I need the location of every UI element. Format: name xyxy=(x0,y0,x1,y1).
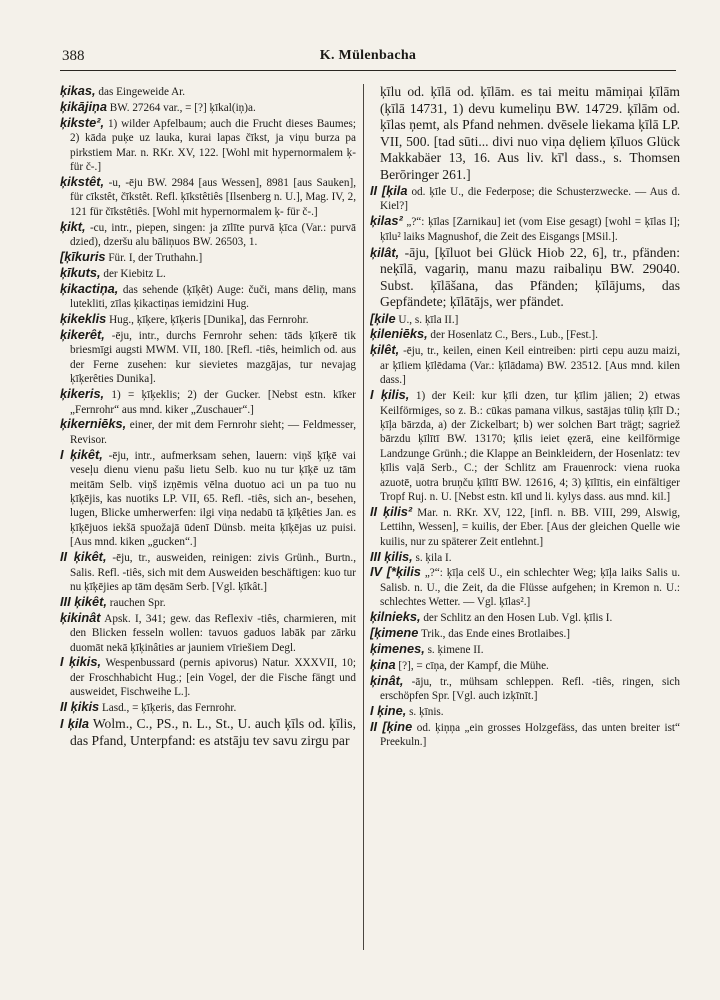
entry-text: Lasd., = ķīķeris, das Fernrohr. xyxy=(101,702,237,715)
dictionary-entry xyxy=(60,282,356,312)
entry-text: ķīlu od. ķīlā od. ķīlām. es tai meitu māmiņai ķīlām (ķīlā 14731, 1) devu kumeliņu BW. 14729. ķīlām od. ķīlas ņemt, als Pfand nehmen. dvēsele liekama ķīlā LP. VII, 500. [tad sūti... divi nuo viņa dęliem ķīluos Glück Makkabäer 13, 16. Aus liv. kī'l dass., s. Thomsen Berōringer 261.] xyxy=(380,84,680,182)
dictionary-entry xyxy=(370,565,680,609)
dictionary-entry xyxy=(60,328,356,387)
page-number: 388 xyxy=(62,48,85,64)
dictionary-entry xyxy=(370,184,680,214)
dictionary-entry xyxy=(370,327,680,342)
entry-headword: ķikt, xyxy=(60,218,86,234)
entry-text: Mar. n. RKr. XV, 122, [infl. n. BB. VIII, 299, Alswig, Lettihn, Wessen], = kuilis, der Eber. [Aus der gleichen Quelle wie kuilis, nur zu späterer Zeit entlehnt.] xyxy=(380,506,680,548)
entry-text: od. ķīle U., die Federpose; die Schusterzwecke. — Aus d. Kiel?] xyxy=(380,186,680,213)
entry-headword: IV [*ķilis xyxy=(370,564,421,580)
entry-headword: ķikājiņa xyxy=(60,98,107,114)
entry-text: -ēju, intr., aufmerksam sehen, lauern: viņš ķīķē vai veseļu dienu vienu pašu lietu Selb. kuo nu tur ķīķē uz tām meitām Selb. viņš izņēmis vēlna duotuo aci un pa tuo nu ķīķējis, kas nuotiks LP. VII, 65. Refl. -tiês, sich an-, besehen, lugen, Blicke umherwerfen: ilgi viņa nedabū tā ķīķêties Jan. es ķīķējuos iekšā spuožajā ūdenī Dünsb. meita ķīķējas uz puisi. [Aus mnd. kiken „gucken“.] xyxy=(70,449,356,549)
dictionary-entry xyxy=(60,655,356,699)
entry-text: Trik., das Ende eines Brotlaibes.] xyxy=(420,628,571,641)
dictionary-entry xyxy=(60,611,356,655)
entry-text: einer, der mit dem Fernrohr sieht; — Feldmesser, Revisor. xyxy=(70,419,356,446)
dictionary-entry xyxy=(370,626,680,641)
entry-text: Für. I, der Truthahn.] xyxy=(108,251,203,264)
entry-text: 1) der Keil: kur ķīli dzen, tur ķīlim jālien; 2) etwas Keilförmiges, so z. B.: cūkas pamana vilkus, sastājas tūliņ ķīlī D.; ķīļa bārzda, a) der Zickelbart; b) wer solchen Bart trägt; sagriež bārzdu ķīlītī BW. 13170; ķīlis ieiet ęzerā, eine keilförmige Landzunge Grünh.; die Klappe an Beinkleidern, der Hosenlatz: tev ķīlis vaļā Serb., C.; der Schlitz am Frauenrock: viena ruoka azuotē, uotra bruņču ķīlītī BW. 12616, 4; 3) ķīlītis, ein einfältiger Tropf Ruj. n. U. [Nebst estn. kīl und li. kylys dass. aus mnd. kil.] xyxy=(380,390,680,503)
dictionary-entry xyxy=(370,674,680,704)
entry-text: rauchen Spr. xyxy=(109,596,166,609)
entry-headword: ķikste², xyxy=(60,114,105,130)
entry-text: das sehende (ķīķêt) Auge: čuči, mans dēliņ, mans lutekliti, zīlas ķikactiņas iemidzini Hug. xyxy=(70,283,356,311)
dictionary-entry xyxy=(370,505,680,549)
entry-headword: I ķila xyxy=(60,716,90,732)
entry-headword: ķinât, xyxy=(370,672,404,688)
entry-text: Apsk. I, 341; gew. das Reflexiv -tiês, charmieren, mit den Blicken fesseln wollen: tavuos gaduos labāk par zārku duomāt nekā ķīķinâties ar jauniem vīriešiem Degl. xyxy=(70,612,356,654)
entry-text: BW. 27264 var., = [?] ķīkal(iņ)a. xyxy=(109,101,256,114)
entry-headword: ķikerniēks, xyxy=(60,416,127,432)
entry-headword: ķīkuts, xyxy=(60,264,101,280)
dictionary-entry xyxy=(60,266,356,281)
dictionary-entry xyxy=(370,388,680,504)
entry-headword: III ķikêt, xyxy=(60,593,107,609)
dictionary-entry xyxy=(60,175,356,219)
dictionary-entry xyxy=(60,387,356,417)
entry-headword: ķileniēks, xyxy=(370,326,428,342)
dictionary-entry xyxy=(370,312,680,327)
entry-text: „?“: ķīļa celš U., ein schlechter Weg; ķīļa laiks Salis u. Salisb. n. U., die Zeit, da die Flüsse aufgehen; in Kremon n. U.: schlechtes Wetter. — Vgl. ķīlas².] xyxy=(380,567,680,609)
right-column xyxy=(370,84,680,984)
dictionary-entry xyxy=(370,214,680,244)
dictionary-entry xyxy=(370,245,680,311)
entry-text: -āju, tr., mühsam schleppen. Refl. -tiês, ringen, sich erschöpfen Spr. [Vgl. auch izķīnīt.] xyxy=(380,675,680,703)
dictionary-entry xyxy=(60,595,356,610)
entry-text: der Schlitz an den Hosen Lub. Vgl. ķīlis I. xyxy=(423,612,613,625)
column-divider xyxy=(363,84,364,950)
entry-headword: II ķilis² xyxy=(370,503,413,519)
entry-headword: I ķikis, xyxy=(60,654,102,670)
entry-text: -u, -ēju BW. 2984 [aus Wessen], 8981 [aus Sauken], für cīkstêt, čīkstêt. Refl. ķīkstêtiês [Ilsenberg n. U.], Mag. IV, 2, 121 für čīkstêtiês. [Wohl mit hypernormalem ķ- für č-.] xyxy=(70,176,356,218)
dictionary-entry xyxy=(60,100,356,115)
dictionary-entry xyxy=(370,658,680,673)
dictionary-entry xyxy=(60,550,356,594)
entry-headword: I ķilis, xyxy=(370,387,410,403)
entry-headword: ķikas, xyxy=(60,84,96,98)
dictionary-entry xyxy=(60,250,356,265)
dictionary-entry xyxy=(60,417,356,447)
entry-text: -cu, intr., piepen, singen: ja zīlīte purvā ķīca (Var.: purvā dzied), dzeršu alu bāliņuos BW. 26503, 1. xyxy=(70,221,356,249)
left-column xyxy=(60,84,356,984)
entry-headword: ķikinât xyxy=(60,609,101,625)
entry-headword: ķimenes, xyxy=(370,641,425,656)
entry-headword: II [ķila xyxy=(370,183,408,199)
dictionary-entry xyxy=(60,116,356,175)
entry-text: das Eingeweide Ar. xyxy=(98,86,186,98)
entry-headword: ķilnieks, xyxy=(370,609,421,625)
entry-headword: ķilât, xyxy=(370,244,400,260)
entry-headword: I ķine, xyxy=(370,703,407,719)
entry-text: Wolm., C., PS., n. L., St., U. auch ķīls od. ķīlis, das Pfand, Unterpfand: es atstāju tev savu zirgu par xyxy=(70,716,356,748)
entry-headword: ķikerêt, xyxy=(60,327,105,342)
dictionary-entry xyxy=(60,700,356,715)
entry-text: -ēju, intr., durchs Fernrohr sehen: tāds ķīķerē tik briesmīgi augsti MWM. VII, 180. [Refl. -tiês, heimlich od. aus der Ferne zusehen: kur sievietes mazgājas, tur nevajag ķīķerêties Dunika]. xyxy=(70,330,356,386)
entry-text: der Hosenlatz C., Bers., Lub., [Fest.]. xyxy=(430,329,598,342)
dictionary-entry xyxy=(370,720,680,750)
entry-text: 1) wilder Apfelbaum; auch die Frucht dieses Baumes; 2) kāda puķe uz lauka, kurai lapas čīkst, ja viņu burza pa pirkstiem Mar. n. RKr. XV, 122. [Wohl mit hypernormalem ķ- für č-.] xyxy=(70,117,356,174)
dictionary-entry xyxy=(60,312,356,327)
entry-text: s. ķila I. xyxy=(415,551,452,564)
entry-headword: ķikactiņa, xyxy=(60,280,119,296)
page-header xyxy=(60,48,676,71)
entry-headword: I ķikêt, xyxy=(60,446,103,462)
entry-text: „?“: ķīlas [Zarnikau] iet (vom Eise gesagt) [wohl = ķīlas I]; ķīlu² laiks Magnushof, die Zeit des Eisgangs [MSil.]. xyxy=(380,216,680,243)
dictionary-entry xyxy=(60,716,356,749)
entry-headword: III ķilis, xyxy=(370,548,413,564)
entry-headword: ķina xyxy=(370,656,396,672)
entry-text: Hug., ķīķere, ķīķeris [Dunika], das Fernrohr. xyxy=(109,314,309,327)
dictionary-entry xyxy=(60,448,356,550)
entry-headword: II ķikêt, xyxy=(60,549,107,565)
entry-text: -āju, [ķīluot bei Glück Hiob 22, 6], tr., pfänden: neķīlā, vagariņ, manu mazu raibaliņu BW. 29040. Subst. ķīlāšana, das Pfänden; ķīlājums, das Gepfändete; ķīlātājs, wer pfändet. xyxy=(380,244,680,310)
entry-text: s. ķimene II. xyxy=(427,644,484,656)
dictionary-entry xyxy=(370,343,680,387)
entry-headword: [ķile xyxy=(370,310,396,326)
dictionary-entry xyxy=(60,84,356,99)
entry-text: 1) = ķīķeklis; 2) der Gucker. [Nebst estn. kīker „Fernrohr“ aus mnd. kiker „Zuschauer“.] xyxy=(70,389,356,416)
entry-text: -ēju, tr., keilen, einen Keil eintreiben: pirti cepu auzu maizi, ar ķīliem ķīlēdama (Var.: ķīlādama) BW. 23512. [Aus mnd. kilen dass.] xyxy=(380,345,680,387)
entry-text: der Kiebitz L. xyxy=(103,267,166,280)
entry-headword: ķikeris, xyxy=(60,386,105,402)
entry-headword: ķikstêt, xyxy=(60,173,105,189)
entry-text: -ēju, tr., ausweiden, reinigen: zivis Grünh., Burtn., Salis. Refl. -tiês, sich mit dem Ausweiden beschäftigen: kuo tur nu ķīķējies ap tām dęsām Serb. [Vgl. ķīkât.] xyxy=(70,552,356,593)
running-head: K. Mülenbacha xyxy=(319,48,417,63)
dictionary-entry xyxy=(370,84,680,184)
entry-headword: [ķīkuris xyxy=(60,248,106,264)
entry-text: U., s. ķīla II.] xyxy=(398,313,459,326)
entry-text: od. ķiņņa „ein grosses Holzgefäss, das unten breiter ist“ Preekuln.] xyxy=(380,722,680,749)
dictionary-entry xyxy=(60,220,356,250)
entry-headword: ķilas² xyxy=(370,213,403,229)
entry-text: [?], = cīņa, der Kampf, die Mühe. xyxy=(398,659,549,672)
dictionary-entry xyxy=(370,642,680,657)
entry-text: Wespenbussard (pernis apivorus) Natur. XXXVII, 10; der Froschhabicht Hug.; [ein Vogel, der die Fische fängt und ausweidet, Fischweihe L.]. xyxy=(70,657,356,699)
entry-headword: II ķikis xyxy=(60,699,100,715)
entry-text: s. ķīnis. xyxy=(409,706,444,719)
dictionary-entry xyxy=(370,610,680,625)
entry-headword: II [ķine xyxy=(370,719,413,735)
entry-headword: ķilêt, xyxy=(370,342,400,358)
entry-headword: ķikeklis xyxy=(60,311,107,327)
entry-headword: [ķimene xyxy=(370,625,419,641)
dictionary-entry xyxy=(370,550,680,565)
dictionary-entry xyxy=(370,704,680,719)
